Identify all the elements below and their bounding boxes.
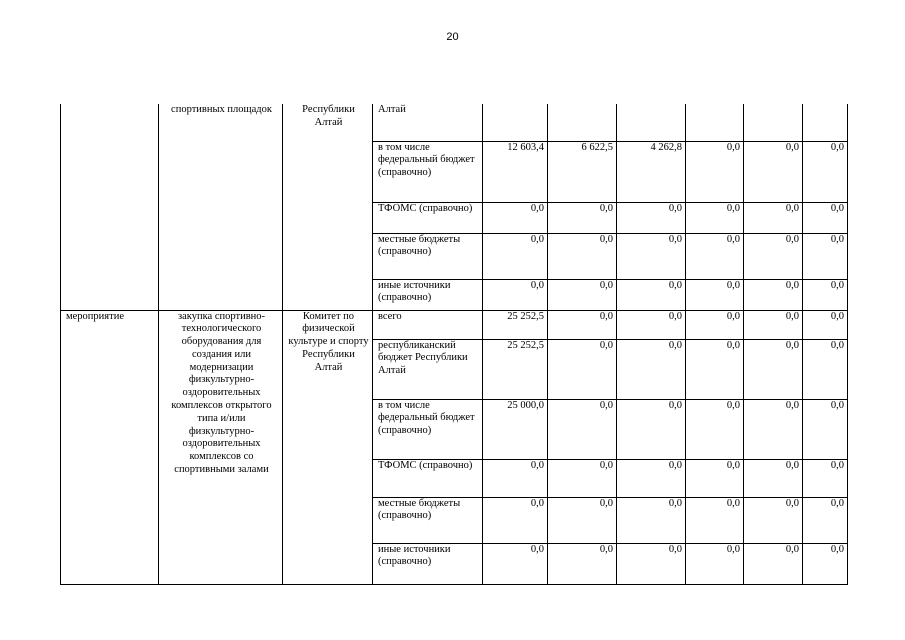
amount-cell: 0,0 <box>483 279 548 310</box>
funding-source-cell: Алтай <box>373 104 483 141</box>
funding-source-cell: ТФОМС (справочно) <box>373 202 483 233</box>
amount-cell: 0,0 <box>483 233 548 279</box>
funding-source-cell: иные источники (справочно) <box>373 543 483 584</box>
amount-cell: 12 603,4 <box>483 141 548 202</box>
executor-cell: Республики Алтай <box>283 104 373 310</box>
funding-source-cell: всего <box>373 310 483 339</box>
amount-cell: 0,0 <box>548 339 617 399</box>
amount-cell: 0,0 <box>803 399 848 459</box>
amount-cell: 0,0 <box>803 141 848 202</box>
funding-source-cell: местные бюджеты (справочно) <box>373 497 483 543</box>
funding-source-cell: местные бюджеты (справочно) <box>373 233 483 279</box>
amount-cell: 0,0 <box>483 202 548 233</box>
event-name-cell: спортивных площадок <box>159 104 283 310</box>
amount-cell <box>803 104 848 141</box>
event-type-cell <box>61 104 159 310</box>
amount-cell: 25 252,5 <box>483 310 548 339</box>
amount-cell: 0,0 <box>617 459 686 497</box>
amount-cell <box>548 104 617 141</box>
amount-cell: 0,0 <box>548 543 617 584</box>
amount-cell: 0,0 <box>686 497 744 543</box>
amount-cell: 0,0 <box>744 459 803 497</box>
funding-source-cell: в том числе федеральный бюджет (справочно) <box>373 399 483 459</box>
amount-cell <box>686 104 744 141</box>
amount-cell: 0,0 <box>686 279 744 310</box>
amount-cell: 0,0 <box>744 497 803 543</box>
amount-cell: 0,0 <box>548 233 617 279</box>
amount-cell: 0,0 <box>483 459 548 497</box>
amount-cell: 0,0 <box>617 497 686 543</box>
amount-cell: 0,0 <box>617 399 686 459</box>
page-number: 20 <box>446 31 459 43</box>
amount-cell: 0,0 <box>617 233 686 279</box>
budget-table-body <box>61 104 848 584</box>
executor-cell: Комитет по физической культуре и спорту Республики Алтай <box>283 310 373 584</box>
event-name-cell: закупка спортивно-технологического оборудования для создания или модернизации физкультурно-оздоровительных комплексов открытого типа и/или физкультурно-оздоровительных комплексов со спортивными залами <box>159 310 283 584</box>
amount-cell: 0,0 <box>548 310 617 339</box>
amount-cell: 0,0 <box>803 279 848 310</box>
amount-cell: 0,0 <box>686 459 744 497</box>
table-row <box>61 310 848 339</box>
funding-source-cell: ТФОМС (справочно) <box>373 459 483 497</box>
funding-source-cell: республиканский бюджет Республики Алтай <box>373 339 483 399</box>
amount-cell <box>617 104 686 141</box>
amount-cell: 0,0 <box>803 310 848 339</box>
amount-cell: 0,0 <box>803 497 848 543</box>
amount-cell: 0,0 <box>548 399 617 459</box>
amount-cell: 0,0 <box>483 497 548 543</box>
amount-cell: 0,0 <box>803 543 848 584</box>
amount-cell: 6 622,5 <box>548 141 617 202</box>
amount-cell: 25 000,0 <box>483 399 548 459</box>
amount-cell: 0,0 <box>744 202 803 233</box>
amount-cell: 0,0 <box>686 233 744 279</box>
amount-cell: 0,0 <box>803 233 848 279</box>
amount-cell <box>483 104 548 141</box>
amount-cell: 25 252,5 <box>483 339 548 399</box>
amount-cell: 0,0 <box>744 310 803 339</box>
amount-cell: 0,0 <box>548 279 617 310</box>
budget-table <box>60 104 848 585</box>
amount-cell: 0,0 <box>483 543 548 584</box>
amount-cell: 0,0 <box>617 310 686 339</box>
amount-cell: 0,0 <box>548 459 617 497</box>
amount-cell: 0,0 <box>617 202 686 233</box>
amount-cell: 0,0 <box>744 279 803 310</box>
amount-cell: 0,0 <box>744 233 803 279</box>
amount-cell: 0,0 <box>617 543 686 584</box>
amount-cell: 0,0 <box>617 279 686 310</box>
amount-cell: 0,0 <box>686 339 744 399</box>
table-row <box>61 104 848 141</box>
amount-cell: 0,0 <box>744 399 803 459</box>
amount-cell: 0,0 <box>686 399 744 459</box>
amount-cell: 0,0 <box>548 202 617 233</box>
amount-cell: 0,0 <box>803 459 848 497</box>
amount-cell: 0,0 <box>803 202 848 233</box>
amount-cell: 4 262,8 <box>617 141 686 202</box>
amount-cell: 0,0 <box>744 141 803 202</box>
amount-cell: 0,0 <box>686 543 744 584</box>
amount-cell: 0,0 <box>548 497 617 543</box>
amount-cell: 0,0 <box>617 339 686 399</box>
amount-cell: 0,0 <box>686 202 744 233</box>
event-type-cell: мероприятие <box>61 310 159 584</box>
amount-cell <box>744 104 803 141</box>
funding-source-cell: в том числе федеральный бюджет (справочно) <box>373 141 483 202</box>
amount-cell: 0,0 <box>803 339 848 399</box>
funding-source-cell: иные источники (справочно) <box>373 279 483 310</box>
amount-cell: 0,0 <box>686 310 744 339</box>
amount-cell: 0,0 <box>744 339 803 399</box>
amount-cell: 0,0 <box>686 141 744 202</box>
amount-cell: 0,0 <box>744 543 803 584</box>
